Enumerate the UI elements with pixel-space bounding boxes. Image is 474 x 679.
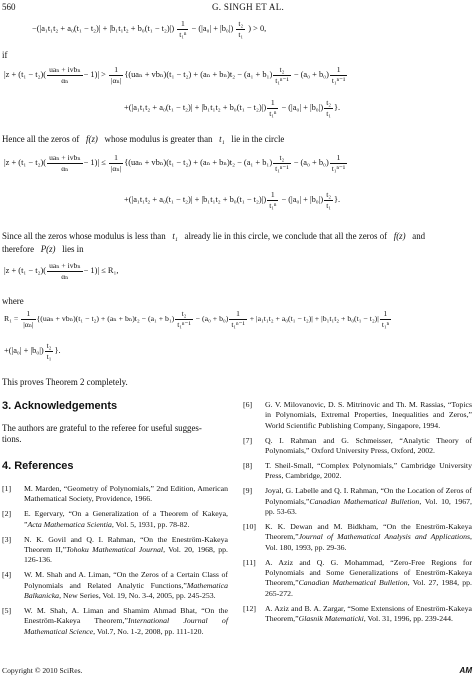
running-title: G. SINGH ET AL. [212, 2, 285, 12]
page-footer [2, 666, 472, 675]
equation-3-line-1: |z + (t₁ − t₂)( $\frac{\text{uaₙ + ivbₙ}}{\text{αₙ}}$ − 1)| ≤ $\frac{1}{\text{|αₙ|}}$ {(uaₙ + vbₙ)(t₁ − t₂) + (aₙ + bₙ)t₂ − (a₁ + b₁) $\frac{\text{t₂}}{\text{t₁ⁿ⁻¹}}$ − (a₀ + b₀) $\frac{1}{\text{t₁ⁿ⁻¹}}$ [4, 153, 346, 173]
page-number: 560 [2, 2, 16, 12]
eq1-end: ) > 0, [248, 24, 267, 34]
paragraph-hence: Hence all the zeros of f(z) whose modulus is greater than t₁ lie in the circle [2, 134, 285, 144]
copyright-notice: Copyright © 2010 SciRes. [2, 666, 83, 675]
where-word: where [2, 296, 24, 306]
running-header [0, 2, 474, 16]
reference-item: [12] A. Aziz and B. A. Zargar, “Some Extensions of Eneström-Kakeya Theorem,”Glasnik Matematicki, Vol. 31, 1996, pp. 239-244. [243, 603, 472, 624]
if-word: if [2, 50, 8, 60]
reference-item: [4] W. M. Shah and A. Liman, “On the Zeros of a Certain Class of Polynomials and Related Analytic Functions,”Mathematica Balkanicka, New Series, Vol. 19, No. 3-4, 2005, pp. 245-253. [2, 570, 228, 601]
reference-item: [11] A. Aziz and Q. G. Mohammad, “Zero-Free Regions for Polynomials and Some Generalizations of Eneström-Kakeya Theorem,”Canadian Mathematical Bulletion, Vol. 27, 1984, pp. 265-272. [243, 557, 473, 598]
eq1-tail: − (|a₀| + |b₀|) [191, 24, 234, 34]
equation-2-line-2: +(|a₁t₁t₂ + a₀(t₁ − t₂)| + |b₁t₁t₂ + b₀(t₁ − t₂)|) $\frac{1}{\text{t₁ⁿ}}$ − (|a₀| + |b₀|) $\frac{\text{t₂}}{\text{t₁}}$ }. [124, 98, 341, 118]
acknowledgement-text [2, 423, 230, 445]
section-heading-references: 4. References [2, 460, 74, 472]
reference-item: [5] W. M. Shah, A. Liman and Shamim Ahmad Bhat, “On the Eneström-Kakeya Theorem,”International Journal of Mathematical Science, Vol.7, No. 1-2, 2008, pp. 111-120. [2, 606, 228, 636]
paragraph-since: Since all the zeros whose modulus is less than t₁ already lie in this circle, we conclude that all the zeros of f(z) and [2, 231, 426, 241]
equation-2-line-1: |z + (t₁ − t₂)( $\frac{\text{uaₙ + ivbₙ}}{\text{αₙ}}$ − 1)| > $\frac{1}{\text{|αₙ|}}$ {(uaₙ + vbₙ)(t₁ − t₂) + (aₙ + bₙ)t₂ − (a₁ + b₁) $\frac{\text{t₂}}{\text{t₁ⁿ⁻¹}}$ − (a₀ + b₀) $\frac{1}{\text{t₁ⁿ⁻¹}}$ [4, 65, 346, 85]
reference-item: [10] K. K. Dewan and M. Bidkham, “On the Eneström-Kakeya Theorem,”Journal of Mathematical Analysis and Applications, Vol. 180, 1993, pp. 29-36. [243, 522, 472, 552]
journal-abbrev: AM [459, 666, 472, 675]
references-right-column [243, 400, 472, 629]
proves-sentence: This proves Theorem 2 completely. [2, 377, 128, 387]
ack-line-2: tions. [2, 434, 22, 444]
equation-5-line-1: R₁ = $\frac{1}{\text{|αₙ|}}$ {(uaₙ + vbₙ)(t₁ − t₂) + (aₙ + bₙ)t₂ − (a₁ + b₁) $\frac{\text{t₂}}{\text{t₁ⁿ⁻¹}}$ − (a₀ + b₀) $\frac{1}{\text{t₁ⁿ⁻¹}}$ + |a₁t₁t₂ + a₀(t₁ − t₂)| + |b₁t₁t₂ + b₀(t₁ − t₂)| $\frac{1}{\text{t₁ⁿ}}$ [4, 309, 389, 329]
paragraph-therefore: therefore P(z) lies in [2, 244, 84, 254]
eq1-frac2: $\frac{\text{t₂}}{\text{t₁}}$ [238, 19, 244, 39]
eq1-frac: $\frac{1}{\text{t₁ⁿ}}$ [179, 19, 187, 39]
reference-item: [9] Joyal, G. Labelle and Q. I. Rahman, “On the Location of Zeros of Polynomials,”Canadian Mathematical Bulletion, Vol. 10, 1967, pp. 53-63. [243, 486, 472, 517]
equation-4: |z + (t₁ − t₂)( $\frac{\text{uaₙ + ivbₙ}}{\text{αₙ}}$ − 1)| ≤ R₁, [4, 261, 119, 281]
reference-item: [3] N. K. Govil and Q. I. Rahman, “On the Eneström-Kakeya Theorem II,”Tohoku Mathematical Journal, Vol. 20, 1968, pp. 126-136. [2, 534, 229, 565]
reference-item: [6] G. V. Milovanovic, D. S. Mitrinovic and Th. M. Rassias, “Topics in Polynomials, Extremal Properties, Inequalities and Zeros,” World Scientific Publishing Company, Singapore, 1994. [243, 400, 472, 430]
reference-item: [7] Q. I. Rahman and G. Schmeisser, “Analytic Theory of Polynomials,” Oxford University Press, Oxford, 2002. [243, 435, 472, 455]
reference-item: [2] E. Egervary, “On a Generalization of a Theorem of Kakeya, ”Acta Mathematica Scientia, Vol. 5, 1931, pp. 78-82. [2, 509, 228, 529]
references-left-column [2, 484, 228, 642]
ack-line-1: The authors are grateful to the referee for useful sugges- [2, 423, 202, 433]
section-heading-acknowledgements: 3. Acknowledgements [2, 400, 118, 412]
eq1-lead: −(|a₁t₁t₂ + a₀(t₁ − t₂)| + |b₁t₁t₂ + b₀(t₁ − t₂)|) [32, 24, 175, 34]
reference-item: [1] M. Marden, “Geometry of Polynomials,” 2nd Edition, American Mathematical Society, Providence, 1966. [2, 484, 228, 504]
equation-5-line-2: +(|a₀| + |b₀|) $\frac{\text{t₂}}{\text{t₁}}$ }. [4, 341, 61, 361]
equation-1 [32, 20, 266, 38]
equation-3-line-2: +(|a₁t₁t₂ + a₀(t₁ − t₂)| + |b₁t₁t₂ + b₀(t₁ − t₂)|) $\frac{1}{\text{t₁ⁿ}}$ − (|a₀| + |b₀|) $\frac{\text{t₂}}{\text{t₁}}$ }. [124, 190, 341, 210]
reference-item: [8] T. Sheil-Small, “Complex Polynomials,” Cambridge University Press, Cambridge, 2002. [243, 461, 472, 481]
